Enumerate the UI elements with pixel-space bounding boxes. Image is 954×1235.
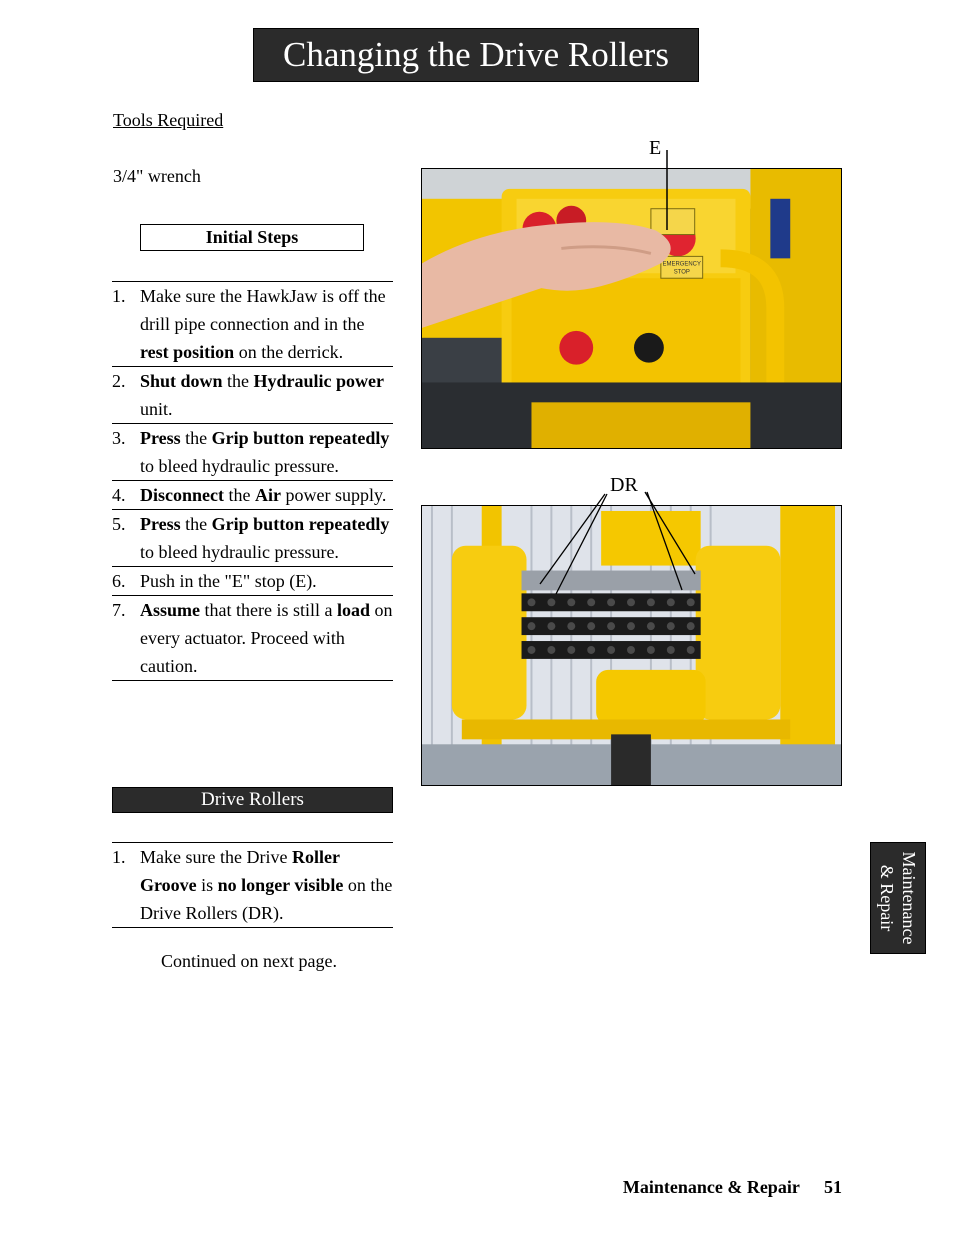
continued-note: Continued on next page.: [161, 951, 337, 971]
step-text-bold: Assume: [140, 600, 201, 620]
photo-emergency-stop: [421, 168, 842, 449]
initial-steps-list: [112, 281, 393, 681]
step-text-bold: no longer visible: [217, 875, 344, 895]
step-number: 4.: [112, 485, 126, 505]
side-tab-line1: Maintenance: [899, 851, 919, 945]
step-text: on every actuator. Proceed with caution.: [140, 600, 393, 676]
step-text: Make sure the HawkJaw is off the drill pipe connection and in the: [140, 286, 386, 334]
step-text: is: [196, 875, 218, 895]
step-text: the: [224, 485, 255, 505]
step-text: power supply.: [281, 485, 387, 505]
step-number: 2.: [112, 371, 126, 391]
page-title: Changing the Drive Rollers: [253, 28, 699, 82]
emergency-label-line2: STOP: [673, 269, 690, 276]
step-text-bold: Press: [140, 514, 181, 534]
callout-e-label: E: [649, 137, 662, 159]
step-text-bold: Grip button repeatedly: [211, 428, 390, 448]
step-text-bold: Roller Groove: [140, 847, 340, 895]
step-text: Push in the "E" stop (E).: [140, 571, 317, 591]
step-text: that there is still a: [200, 600, 337, 620]
step-item: [112, 366, 393, 423]
step-item: [112, 423, 393, 480]
step-item: [112, 595, 393, 680]
step-text-bold: Hydraulic power: [253, 371, 385, 391]
step-number: 7.: [112, 600, 126, 620]
step-text-bold: Grip button repeatedly: [211, 514, 390, 534]
step-item: [112, 843, 393, 927]
step-text: the: [180, 428, 212, 448]
page-number: 51: [824, 1177, 842, 1197]
step-text: on the derrick.: [234, 342, 344, 362]
footer-section: Maintenance & Repair: [622, 1177, 800, 1197]
drive-rollers-steps-list: [112, 842, 393, 928]
photo-drive-rollers: [421, 505, 842, 786]
tools-item: 3/4" wrench: [113, 166, 201, 186]
step-item: [112, 509, 393, 566]
initial-steps-heading: Initial Steps: [140, 224, 364, 251]
emergency-label-line1: EMERGENCY: [662, 261, 701, 268]
step-text: unit.: [140, 399, 173, 419]
step-text-bold: rest position: [140, 342, 235, 362]
step-text-bold: Air: [255, 485, 281, 505]
step-number: 6.: [112, 571, 126, 591]
step-text: the: [222, 371, 254, 391]
step-number: 5.: [112, 514, 126, 534]
drive-rollers-heading: Drive Rollers: [112, 787, 393, 813]
step-text: Make sure the Drive: [140, 847, 292, 867]
step-text: to bleed hydraulic pressure.: [140, 456, 339, 476]
callout-dr-label: DR: [610, 474, 638, 496]
section-side-tab: [870, 842, 926, 954]
step-number: 1.: [112, 286, 126, 306]
step-text-bold: load: [336, 600, 370, 620]
side-tab-line2: & Repair: [877, 864, 897, 932]
step-text-bold: Press: [140, 428, 181, 448]
tools-required-heading: Tools Required: [113, 110, 224, 130]
page-footer: [623, 1177, 842, 1198]
step-text: to bleed hydraulic pressure.: [140, 542, 339, 562]
step-number: 1.: [112, 847, 126, 867]
step-item: [112, 282, 393, 366]
step-text: the: [180, 514, 212, 534]
step-item: [112, 480, 393, 509]
step-text-bold: Shut down: [140, 371, 223, 391]
step-item: [112, 566, 393, 595]
step-text-bold: Disconnect: [140, 485, 224, 505]
step-text: on the Drive Rollers (DR).: [140, 875, 393, 923]
step-number: 3.: [112, 428, 126, 448]
